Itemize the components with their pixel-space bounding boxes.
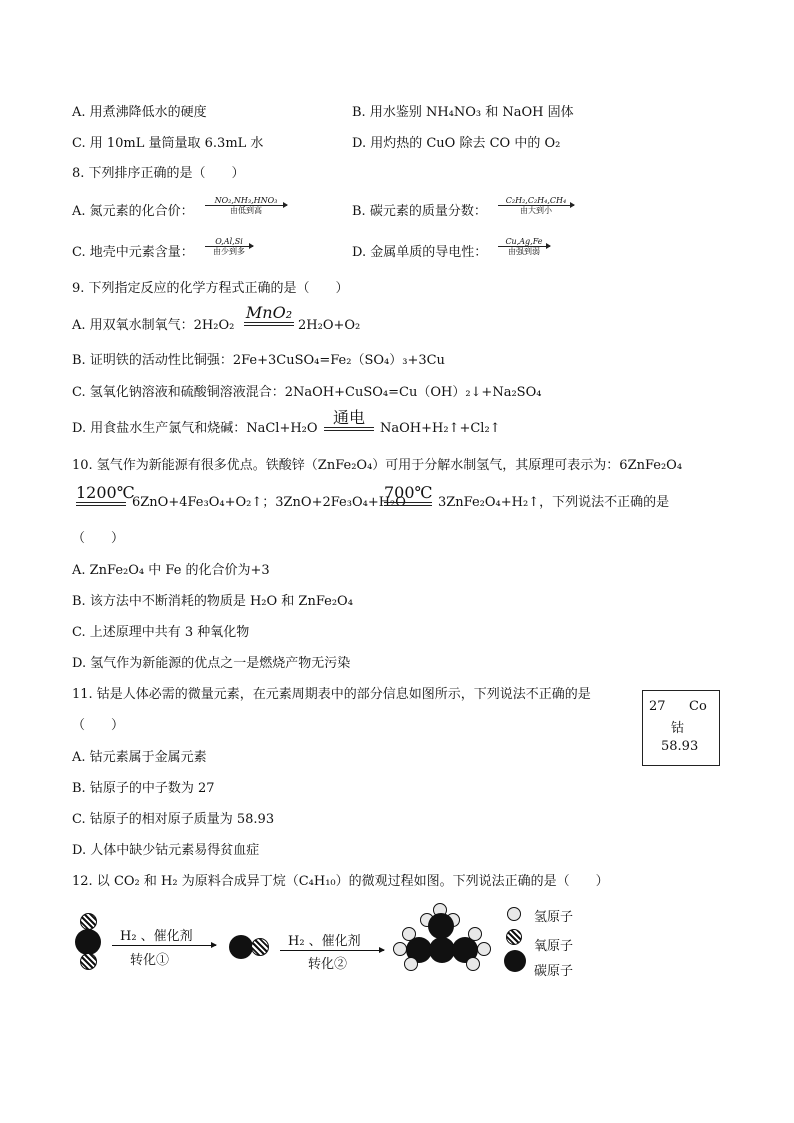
step2-label: 转化② — [308, 957, 348, 972]
q10-option-d: D. 氢气作为新能源的优点之一是燃烧产物无污染 — [72, 656, 351, 671]
step1-arrow — [112, 945, 216, 946]
isobutane-h-atom — [393, 942, 407, 956]
q9-a-condition — [244, 304, 294, 326]
q9-option-c: C. 氢氧化钠溶液和硫酸铜溶液混合：2NaOH+CuSO₄=Cu（OH）₂↓+Na₂SO₄ — [72, 385, 542, 400]
q9-d-condition — [324, 409, 374, 431]
legend-carbon-icon — [504, 950, 526, 972]
q10-answer-paren: （ ） — [72, 531, 125, 546]
q8-stem: 8. 下列排序正确的是（ ） — [72, 166, 245, 181]
legend-hydrogen-label: 氢原子 — [534, 910, 574, 925]
q8-c-top: O,Al,Si — [215, 237, 243, 246]
legend-oxygen-label: 氧原子 — [534, 939, 574, 954]
q11-option-a: A. 钴元素属于金属元素 — [72, 750, 207, 765]
element-name: 钴 — [671, 721, 685, 736]
q10-equation-tail: 3ZnFe₂O₄+H₂↑，下列说法不正确的是 — [438, 495, 670, 510]
q8-b-top: C₂H₂,C₂H₄,CH₄ — [505, 196, 567, 205]
q11-option-d: D. 人体中缺少钴元素易得贫血症 — [72, 843, 260, 858]
q9-option-d-right: NaOH+H₂↑+Cl₂↑ — [380, 421, 501, 436]
legend-carbon-label: 碳原子 — [534, 964, 574, 979]
atomic-mass: 58.93 — [661, 739, 699, 754]
q10-temp-1: 1200℃ — [76, 483, 135, 502]
q10-temp-2: 700℃ — [384, 483, 433, 502]
step1-condition: H₂ 、催化剂 — [120, 929, 193, 944]
q8-a-order-arrow — [205, 196, 287, 216]
co2-oxygen-atom-bottom — [80, 953, 97, 970]
q10-condition-1 — [76, 483, 135, 506]
q9-option-b: B. 证明铁的活动性比铜强：2Fe+3CuSO₄=Fe₂（SO₄）₃+3Cu — [72, 353, 445, 368]
q8-option-b: B. 碳元素的质量分数： — [352, 204, 487, 219]
isobutane-c-atom — [428, 913, 454, 939]
isobutane-h-atom — [477, 942, 491, 956]
q11-option-b: B. 钴原子的中子数为 27 — [72, 781, 215, 796]
q8-c-bottom: 由少到多 — [213, 247, 245, 256]
q8-d-top: Cu,Ag,Fe — [505, 237, 543, 246]
q8-d-order-arrow — [498, 237, 550, 257]
isobutane-h-atom — [466, 957, 480, 971]
q10-option-b: B. 该方法中不断消耗的物质是 H₂O 和 ZnFe₂O₄ — [72, 594, 353, 609]
q12-stem: 12. 以 CO₂ 和 H₂ 为原料合成异丁烷（C₄H₁₀）的微观过程如图。下列说法正确的是（ ） — [72, 874, 609, 889]
co2-oxygen-atom-top — [80, 913, 97, 930]
q11-option-c: C. 钴原子的相对原子质量为 58.93 — [72, 812, 275, 827]
legend-hydrogen-icon — [507, 907, 521, 921]
q11-stem: 11. 钴是人体必需的微量元素，在元素周期表中的部分信息如图所示，下列说法不正确的是 — [72, 687, 591, 702]
q10-option-c: C. 上述原理中共有 3 种氧化物 — [72, 625, 250, 640]
co2-carbon-atom — [75, 929, 101, 955]
q9-stem: 9. 下列指定反应的化学方程式正确的是（ ） — [72, 281, 349, 296]
periodic-table-cell — [642, 690, 720, 766]
co-oxygen-atom — [251, 938, 269, 956]
q8-option-a: A. 氮元素的化合价： — [72, 204, 194, 219]
q8-a-bottom: 由低到高 — [230, 206, 262, 215]
q9-option-a-right: 2H₂O+O₂ — [298, 318, 361, 333]
q9-d-electrolysis: 通电 — [332, 408, 365, 427]
step2-arrow — [280, 950, 384, 951]
atomic-number: 27 — [649, 699, 666, 714]
q8-a-top: NO₂,NH₃,HNO₃ — [214, 196, 278, 205]
q8-c-order-arrow — [205, 237, 253, 257]
co-carbon-atom — [229, 935, 253, 959]
q7-option-a: A. 用煮沸降低水的硬度 — [72, 105, 207, 120]
q7-option-b: B. 用水鉴别 NH₄NO₃ 和 NaOH 固体 — [352, 105, 574, 120]
element-symbol: Co — [689, 699, 707, 714]
q8-option-d: D. 金属单质的导电性： — [352, 245, 488, 260]
q9-a-catalyst: MnO₂ — [245, 303, 293, 322]
q9-option-a-left: A. 用双氧水制氧气：2H₂O₂ — [72, 318, 235, 333]
q10-option-a: A. ZnFe₂O₄ 中 Fe 的化合价为+3 — [72, 563, 270, 578]
q8-b-bottom: 由大到小 — [520, 206, 552, 215]
q10-condition-2 — [384, 484, 432, 506]
q7-option-c: C. 用 10mL 量筒量取 6.3mL 水 — [72, 136, 264, 151]
q11-answer-paren: （ ） — [72, 718, 125, 733]
q10-equation-mid: 6ZnO+4Fe₃O₄+O₂↑；3ZnO+2Fe₃O₄+H₂O — [132, 495, 406, 510]
q8-b-order-arrow — [498, 196, 574, 216]
q7-option-d: D. 用灼热的 CuO 除去 CO 中的 O₂ — [352, 136, 561, 151]
q10-stem: 10. 氢气作为新能源有很多优点。铁酸锌（ZnFe₂O₄）可用于分解水制氢气，其原理可表示为：6ZnFe₂O₄ — [72, 458, 683, 473]
legend-oxygen-icon — [506, 929, 522, 945]
q8-option-c: C. 地壳中元素含量： — [72, 245, 194, 260]
q9-option-d-left: D. 用食盐水生产氯气和烧碱：NaCl+H₂O — [72, 421, 318, 436]
isobutane-h-atom — [404, 957, 418, 971]
q8-d-bottom: 由强到弱 — [508, 247, 540, 256]
step1-label: 转化① — [130, 953, 170, 968]
step2-condition: H₂ 、催化剂 — [288, 934, 361, 949]
